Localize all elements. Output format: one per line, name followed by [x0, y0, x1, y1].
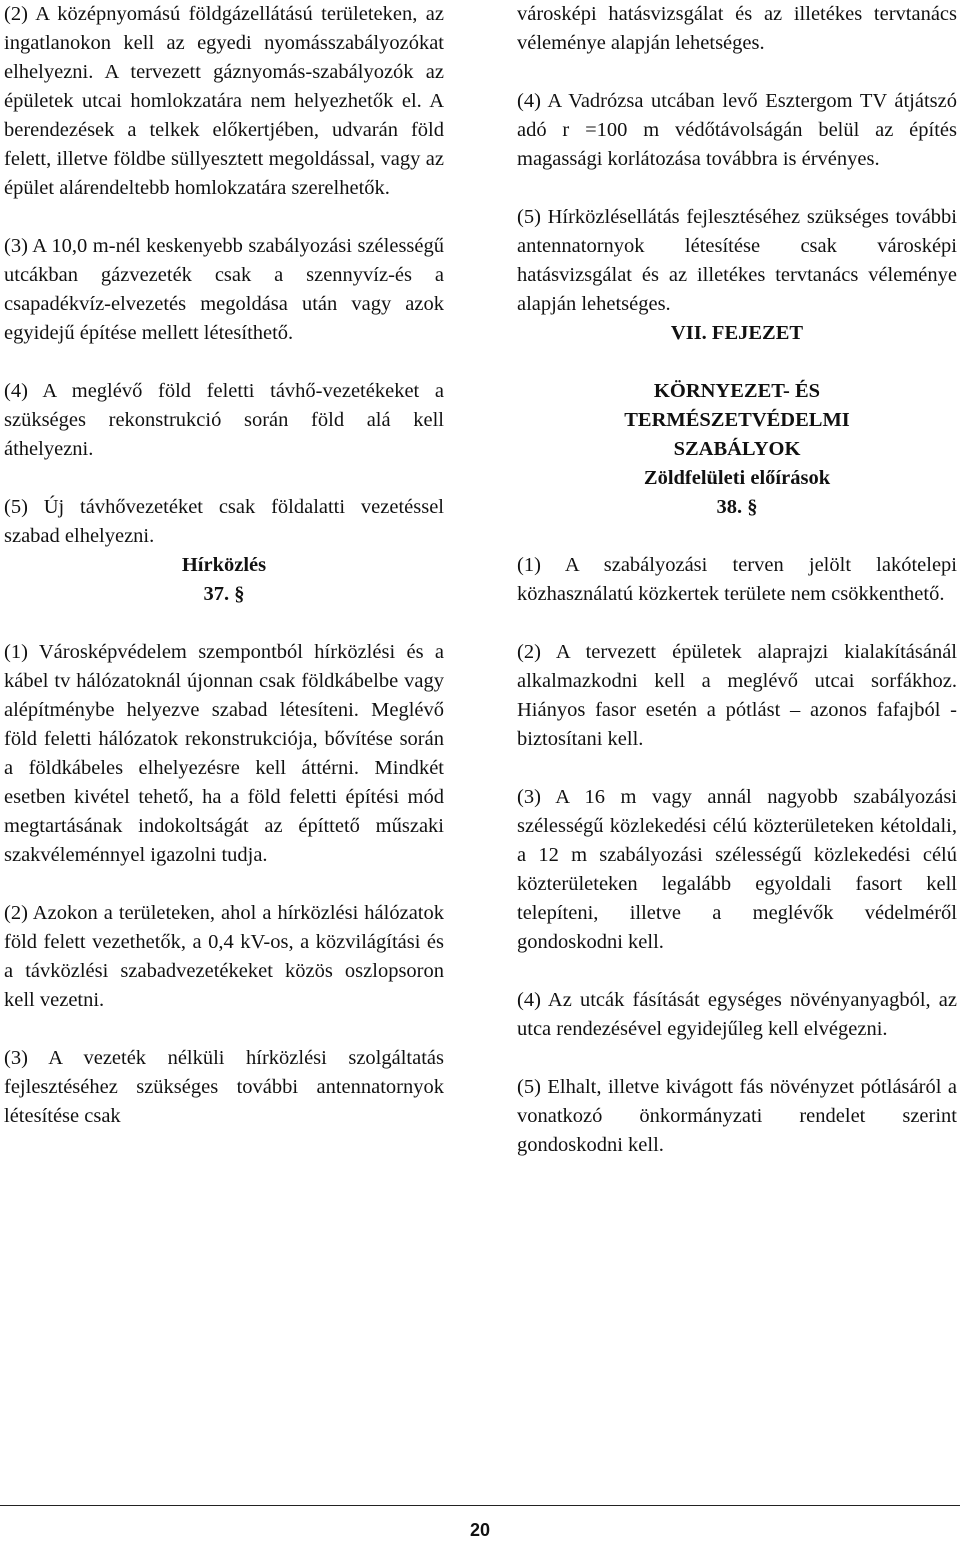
- page-number: 20: [469, 1520, 491, 1540]
- chapter-title-line-3: SZABÁLYOK: [673, 438, 801, 460]
- footer-divider: [0, 1505, 960, 1506]
- paragraph-green-4: (4) Az utcák fásítását egységes növényanyagból, az utca rendezésével egyidejűleg kell elvégezni.: [517, 989, 957, 1040]
- paragraph-gas-3: (3) A 10,0 m-nél keskenyebb szabályozási szélességű utcákban gázvezeték csak a szennyvíz-és a csapadékvíz-elvezetés megoldása után vagy azok egyidejű építése mellett létesíthető.: [4, 235, 444, 344]
- paragraph-green-2: (2) A tervezett épületek alaprajzi kialakításánál alkalmazkodni kell a meglévő utcai sorfákhoz. Hiányos fasor esetén a pótlást – azonos fafajból - biztosítani kell.: [517, 641, 957, 750]
- section-number-38: 38. §: [716, 496, 758, 518]
- paragraph-telecom-3: (3) A vezeték nélküli hírközlési szolgáltatás fejlesztéséhez szükséges további antennatornyok létesítése csak: [4, 1047, 444, 1127]
- paragraph-green-5: (5) Elhalt, illetve kivágott fás növényzet pótlásáról a vonatkozó önkormányzati rendelet szerint gondoskodni kell.: [517, 1076, 957, 1156]
- paragraph-green-1: (1) A szabályozási terven jelölt lakótelepi közhasználatú közkertek területe nem csökkenthető.: [517, 554, 957, 605]
- section-title-telecom: Hírközlés: [181, 554, 267, 576]
- paragraph-telecom-4: (4) A Vadrózsa utcában levő Esztergom TV átjátszó adó r =100 m védőtávolságán belül az építés magassági korlátozása továbbra is érvényes.: [517, 90, 957, 170]
- subsection-title-green-areas: Zöldfelületi előírások: [643, 467, 831, 489]
- paragraph-heating-4: (4) A meglévő föld feletti távhő-vezetékeket a szükséges rekonstrukció során föld alá kell áthelyezni.: [4, 380, 444, 460]
- paragraph-green-3: (3) A 16 m vagy annál nagyobb szabályozási szélességű közlekedési célú közterületeken kétoldali, a 12 m szabályozási szélességű közlekedési célú közterületeken legalább egyoldali fasort kell telepíteni, illetve a meglévők védelméről gondoskodni kell.: [517, 786, 957, 953]
- chapter-title: [517, 377, 957, 464]
- chapter-title-line-1: KÖRNYEZET- ÉS: [653, 380, 821, 402]
- paragraph-telecom-1: (1) Városképvédelem szempontból hírközlési és a kábel tv hálózatoknál újonnan csak földkábelbe vagy alépítménybe helyezve szabad létesíteni. Meglévő föld feletti hálózatok rekonstrukciója, bővítése során a földkábeles elhelyezésre kell áttérni. Mindkét esetben kivétel tehető, ha a föld feletti építési mód megtartásának indokoltságát az építtető műszaki szakvéleménnyel igazolni tudja.: [4, 641, 444, 866]
- right-column: [517, 0, 957, 1160]
- paragraph-telecom-2: (2) Azokon a területeken, ahol a hírközlési hálózatok föld felett vezethetők, a 0,4 kV-os, a közvilágítási és a távközlési szabadvezetékeket közös oszlopsoron kell vezetni.: [4, 902, 444, 1011]
- paragraph-heating-5: (5) Új távhővezetéket csak földalatti vezetéssel szabad elhelyezni.: [4, 496, 444, 547]
- paragraph-gas-2: (2) A középnyomású földgázellátású területeken, az ingatlanokon kell az egyedi nyomásszabályozókat elhelyezni. A tervezett gáznyomás-szabályozók az épületek utcai homlokzatára nem helyezhetők el. A berendezések a telkek előkertjében, udvarán föld felett, illetve földbe süllyesztett megoldással, vagy az épület alárendeltebb homlokzatára szerelhetők.: [4, 3, 444, 199]
- chapter-title-line-2: TERMÉSZETVÉDELMI: [624, 409, 850, 431]
- paragraph-telecom-5: (5) Hírközlésellátás fejlesztéséhez szükséges további antennatornyok létesítése csak városképi hatásvizsgálat és az illetékes tervtanács véleménye alapján lehetséges.: [517, 206, 957, 315]
- paragraph-telecom-3-continued: városképi hatásvizsgálat és az illetékes tervtanács véleménye alapján lehetséges.: [517, 3, 957, 54]
- left-column: [4, 0, 444, 1131]
- section-number-37: 37. §: [203, 583, 245, 605]
- chapter-heading: VII. FEJEZET: [670, 322, 804, 344]
